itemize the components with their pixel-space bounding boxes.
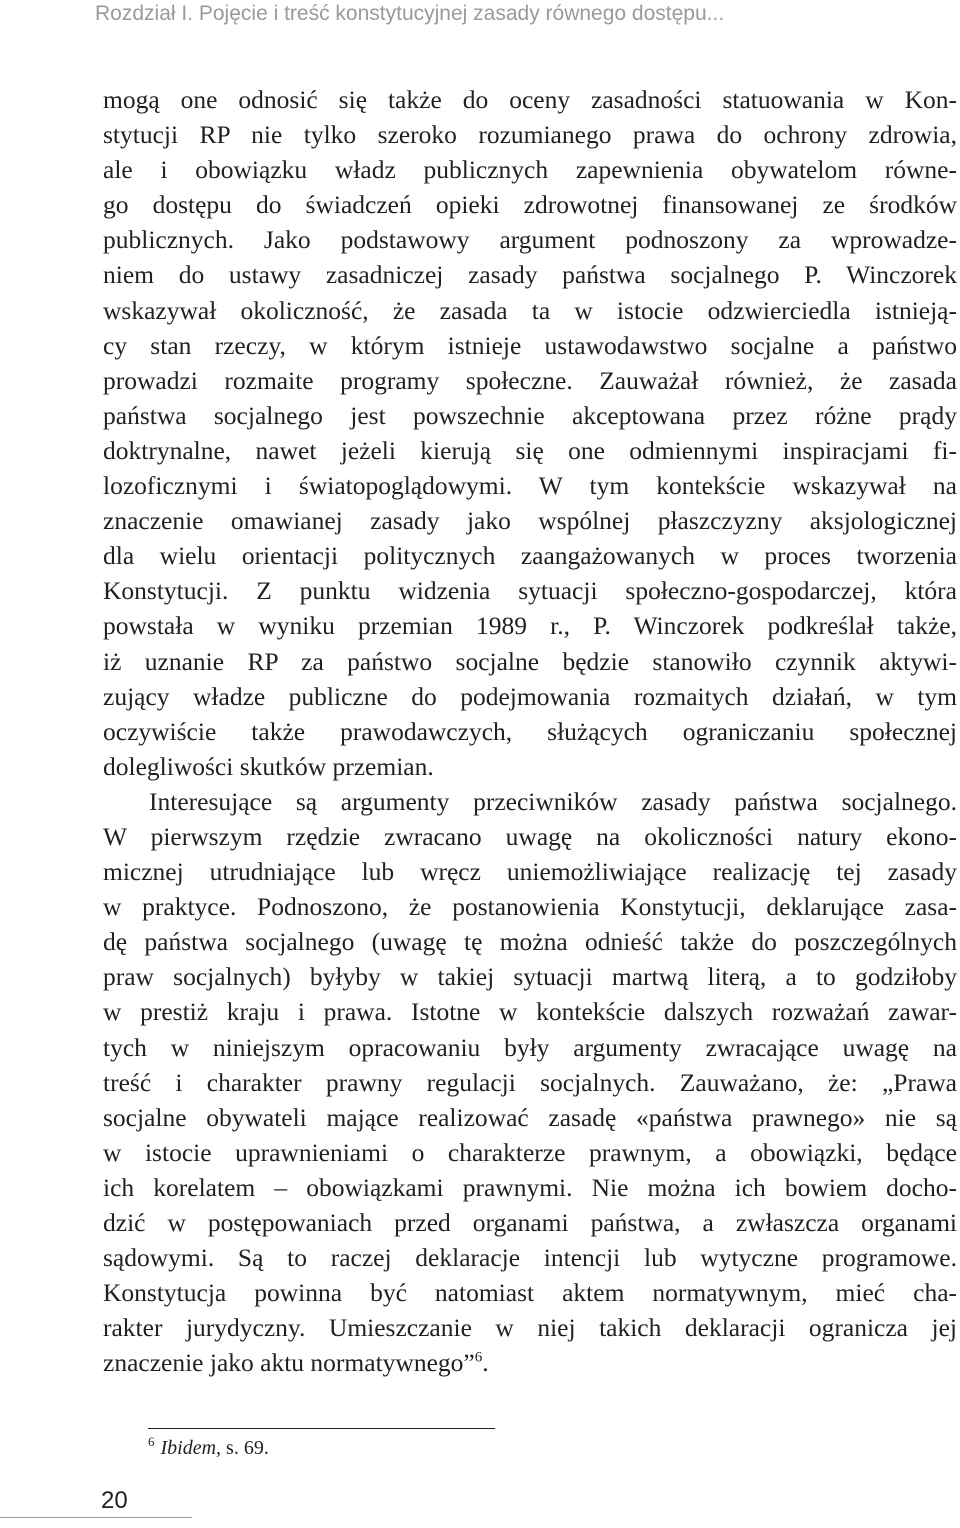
text-line: wskazywał okoliczność, że zasada ta w istocie odzwierciedla istnieją- (103, 295, 957, 325)
text-line: stytucji RP nie tylko szeroko rozumianego prawa do ochrony zdrowia, (103, 120, 957, 150)
text-line: publicznych. Jako podstawowy argument podnoszony za wprowadze- (103, 225, 957, 255)
text-line: w istocie uprawnieniami o charakterze prawnym, a obowiązki, będące (103, 1137, 957, 1167)
text-line: dę państwa socjalnego (uwagę tę można odnieść także do poszczególnych (103, 927, 957, 957)
text-line: w praktyce. Podnoszono, że postanowienia Konstytucji, deklarujące zasa- (103, 892, 957, 922)
body-text (103, 82, 957, 1380)
running-header: Rozdział I. Pojęcie i treść konstytucyjnej zasady równego dostępu... (95, 2, 725, 25)
text-line: dla wielu orientacji politycznych zaangażowanych w proces tworzenia (103, 541, 957, 571)
text-line: niem do ustawy zasadniczej zasady państwa socjalnego P. Winczorek (103, 260, 957, 290)
text-line: zujący władze publiczne do podejmowania rozmaitych działań, w tym (103, 681, 957, 711)
text-line: treść i charakter prawny regulacji socjalnych. Zauważano, że: „Prawa (103, 1067, 957, 1097)
text-line: dzić w postępowaniach przed organami państwa, a zwłaszcza organami (103, 1208, 957, 1237)
text-line: znaczenie omawianej zasady jako wspólnej płaszczyzny aksjologicznej (103, 506, 957, 536)
text-line: Konstytucji. Z punktu widzenia sytuacji społeczno-gospodarczej, która (103, 576, 957, 606)
text-line: W pierwszym rzędzie zwracano uwagę na okoliczności natury ekono- (103, 821, 957, 851)
footnote-italic: Ibidem (160, 1437, 217, 1459)
text-line: prowadzi rozmaite programy społeczne. Zauważał również, że zasada (103, 365, 957, 395)
footnote (148, 1434, 269, 1460)
text-line: praw socjalnych) byłyby w takiej sytuacji martwą literą, a to godziłoby (103, 962, 957, 992)
footnote-reference: 6 (474, 1349, 483, 1366)
text-line: Interesujące są argumenty przeciwników zasady państwa socjalnego. (149, 786, 957, 816)
text-line: go dostępu do świadczeń opieki zdrowotnej finansowanej ze środków (103, 190, 957, 220)
page-number-rule (0, 1517, 192, 1518)
text-line: znaczenie jako aktu normatywnego”$^6$. (103, 1348, 489, 1378)
text-line: lozoficznymi i światopoglądowymi. W tym kontekście wskazywał na (103, 471, 957, 501)
text-line: rakter jurydyczny. Umieszczanie w niej takich deklaracji ogranicza jej (103, 1313, 957, 1343)
paragraph-2 (103, 784, 957, 1381)
text-line: doktrynalne, nawet jeżeli kierują się one odmiennymi inspiracjami fi- (103, 435, 957, 465)
text-line: powstała w wyniku przemian 1989 r., P. Winczorek podkreślał także, (103, 611, 957, 641)
text-line: cy stan rzeczy, w którym istnieje ustawodawstwo socjalne a państwo (103, 330, 957, 360)
text-line: w prestiż kraju i prawa. Istotne w kontekście dalszych rozważań zawar- (103, 997, 957, 1027)
text-line: dolegliwości skutków przemian. (103, 751, 434, 781)
footnote-text: , s. 69. (216, 1437, 269, 1459)
paragraph-1 (103, 82, 957, 784)
text-line: socjalne obywateli mające realizować zasadę «państwa prawnego» nie są (103, 1102, 957, 1132)
text-line: ich korelatem – obowiązkami prawnymi. Nie można ich bowiem docho- (103, 1172, 957, 1202)
text-line: micznej utrudniające lub wręcz uniemożliwiające realizację tej zasady (103, 857, 957, 887)
footnote-separator (148, 1428, 495, 1429)
text-line: ale i obowiązku władz publicznych zapewnienia obywatelom równe- (103, 155, 957, 185)
text-line: Konstytucja powinna być natomiast aktem normatywnym, mieć cha- (103, 1278, 957, 1308)
page-number: 20 (101, 1487, 128, 1514)
footnote-number: 6 (148, 1434, 155, 1450)
text-line: tych w niniejszym opracowaniu były argumenty zwracające uwagę na (103, 1032, 957, 1062)
text-line: oczywiście także prawodawczych, służących ograniczaniu społecznej (103, 716, 957, 746)
text-line: mogą one odnosić się także do oceny zasadności statuowania w Kon- (103, 85, 957, 114)
text-line: iż uznanie RP za państwo socjalne będzie stanowiło czynnik aktywi- (103, 646, 957, 676)
text-line: sądowymi. Są to raczej deklaracje intencji lub wytyczne programowe. (103, 1243, 957, 1273)
text-line: państwa socjalnego jest powszechnie akceptowana przez różne prądy (103, 400, 957, 430)
